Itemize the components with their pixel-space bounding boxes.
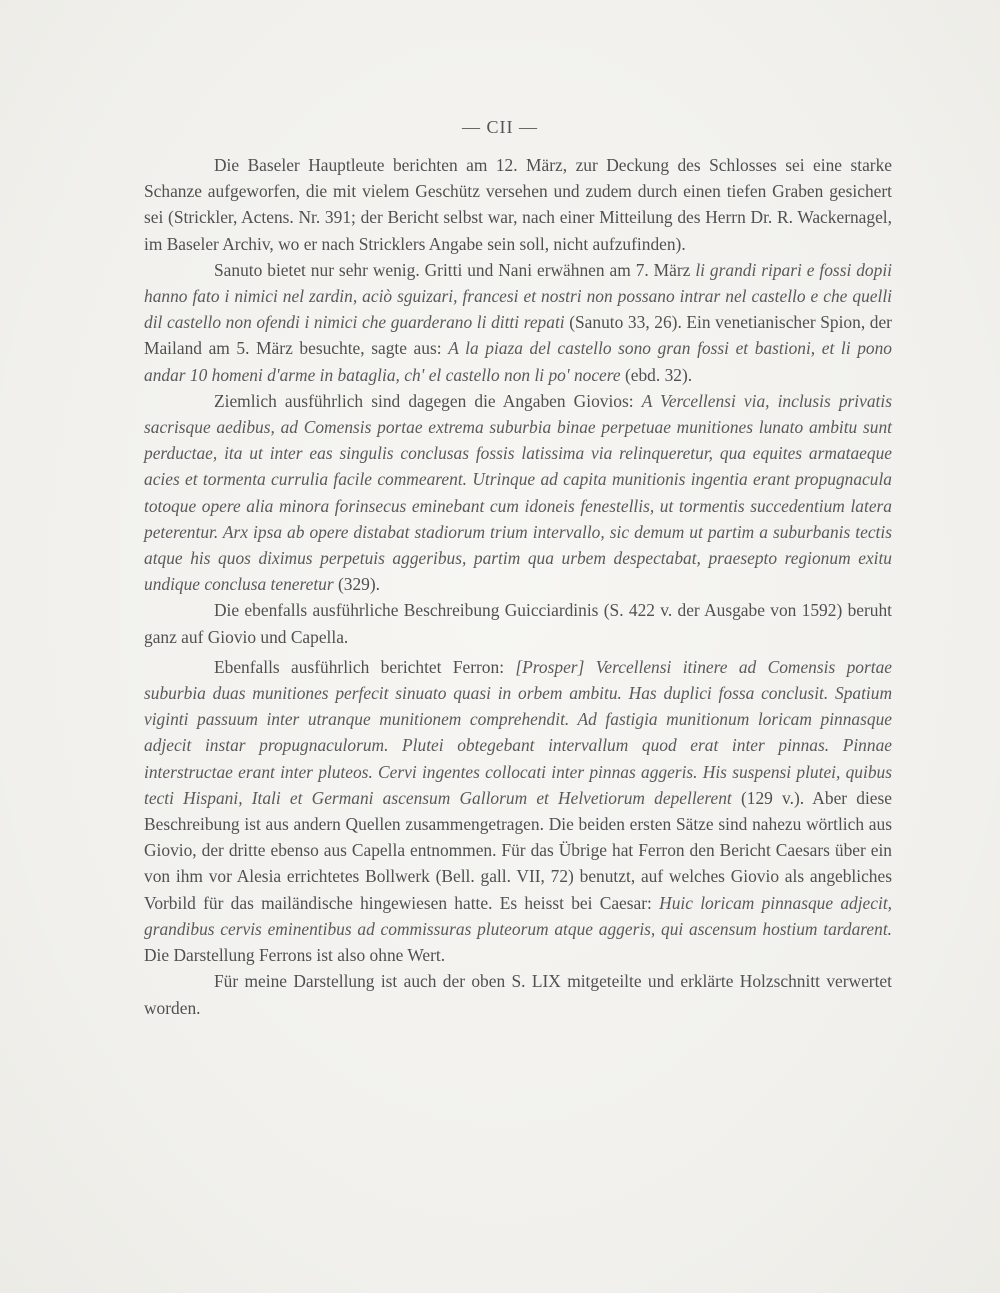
text-run: Ziemlich ausführlich sind dagegen die Angaben Giovios:	[214, 390, 642, 411]
paragraph	[144, 257, 892, 388]
quoted-text-italic: Huic loricam pinnasque adjecit, grandibus cervis eminentibus ad commissuras pluteorum atque aggeris, qui ascensum hostium tardarent.	[144, 892, 893, 939]
text-run: Sanuto bietet nur sehr wenig. Gritti und Nani erwähnen am 7. März	[214, 259, 696, 280]
text-run: Ebenfalls ausführlich berichtet Ferron:	[214, 656, 516, 677]
text-run: (129 v.). Aber diese Beschreibung ist aus andern Quellen zusammengetragen. Die beiden ersten Sätze sind nahezu wörtlich aus Giovio, der dritte ebenso aus Capella entnommen. Für das Übrige hat Ferron den Bericht Caesars über ein von ihm vor Alesia errichtetes Bollwerk (Bell. gall. VII, 72) benutzt, auf welches Giovio als angebliches Vorbild für das mailändische hingewiesen hatte. Es heisst bei Caesar:	[144, 787, 893, 913]
paragraph	[144, 152, 892, 257]
body-text	[144, 152, 892, 1021]
paragraph	[144, 388, 892, 598]
paragraph	[144, 654, 892, 968]
text-run: Für meine Darstellung ist auch der oben S. LIX mitgeteilte und erklärte Holzschnitt verwertet worden.	[144, 971, 892, 1018]
text-run: (ebd. 32).	[620, 364, 693, 385]
quoted-text-italic: A Vercellensi via, inclusis privatis sacrisque aedibus, ad Comensis portae extrema suburbia binae perpetuae munitiones lunato ambitu sunt perductae, ita ut inter eas singulis conclusas fossis latissima via relinqueretur, qua equites armataeque acies et tormenta currulia facile commearent. Utrinque ad capita munitionis ingentia erant propugnacula totoque opere alia minora forinsecus eminebant cum idoneis fenestellis, ut tormentis succedentium latera peterentur. Arx ipsa ab opere distabat stadiorum trium intervallo, sic demum ut partim a suburbanis tectis atque his quos diximus perpetuis aggeribus, partim qua urbem despectabat, praesepto regionum exitu undique conclusa teneretur	[144, 390, 892, 595]
text-run: (Sanuto 33, 26). Ein venetianischer Spion, der Mailand am 5. März besuchte, sagte aus:	[144, 312, 892, 359]
quoted-text-italic: A la piaza del castello sono gran fossi et bastioni, et li pono andar 10 homeni d'arme in bataglia, ch' el castello non li po' nocere	[144, 338, 892, 385]
text-run: Die ebenfalls ausführliche Beschreibung Guicciardinis (S. 422 v. der Ausgabe von 1592) beruht ganz auf Giovio und Capella.	[144, 600, 892, 647]
page-number: — CII —	[462, 117, 538, 137]
text-run: Die Darstellung Ferrons ist also ohne Wert.	[144, 945, 446, 966]
text-run: (329).	[333, 574, 381, 595]
quoted-text-italic: [Prosper] Vercellensi itinere ad Comensis portae suburbia duas munitiones perfecit sinuato quasi in orbem ambitu. Has duplici fossa conclusit. Spatium viginti passuum inter utranque munitionem comprehendit. Ad fastigia munitionum loricam pinnasque adjecit instar propugnaculorum. Plutei obtegebant intervallum quod erat inter pinnas. Pinnae interstructae erant inter pluteos. Cervi ingentes collocati inter pinnas aggeris. His suspensi plutei, quibus tecti Hispani, Itali et Germani ascensum Gallorum et Helvetiorum depellerent	[144, 656, 892, 808]
text-run: Die Baseler Hauptleute berichten am 12. März, zur Deckung des Schlosses sei eine starke Schanze aufgeworfen, die mit vielem Geschütz versehen und zudem durch einen tiefen Graben gesichert sei (Strickler, Actens. Nr. 391; der Bericht selbst war, nach einer Mitteilung des Herrn Dr. R. Wackernagel, im Baseler Archiv, wo er nach Stricklers Angabe sein soll, nicht aufzufinden).	[144, 155, 892, 254]
quoted-text-italic: li grandi ripari e fossi dopii hanno fato i nimici nel zardin, aciò sguizari, francesi et nostri non possano intrar nel castello e che quelli dil castello non ofendi i nimici che guarderano li ditti repati	[144, 259, 892, 333]
paragraph	[144, 968, 892, 1020]
paragraph	[144, 597, 892, 649]
